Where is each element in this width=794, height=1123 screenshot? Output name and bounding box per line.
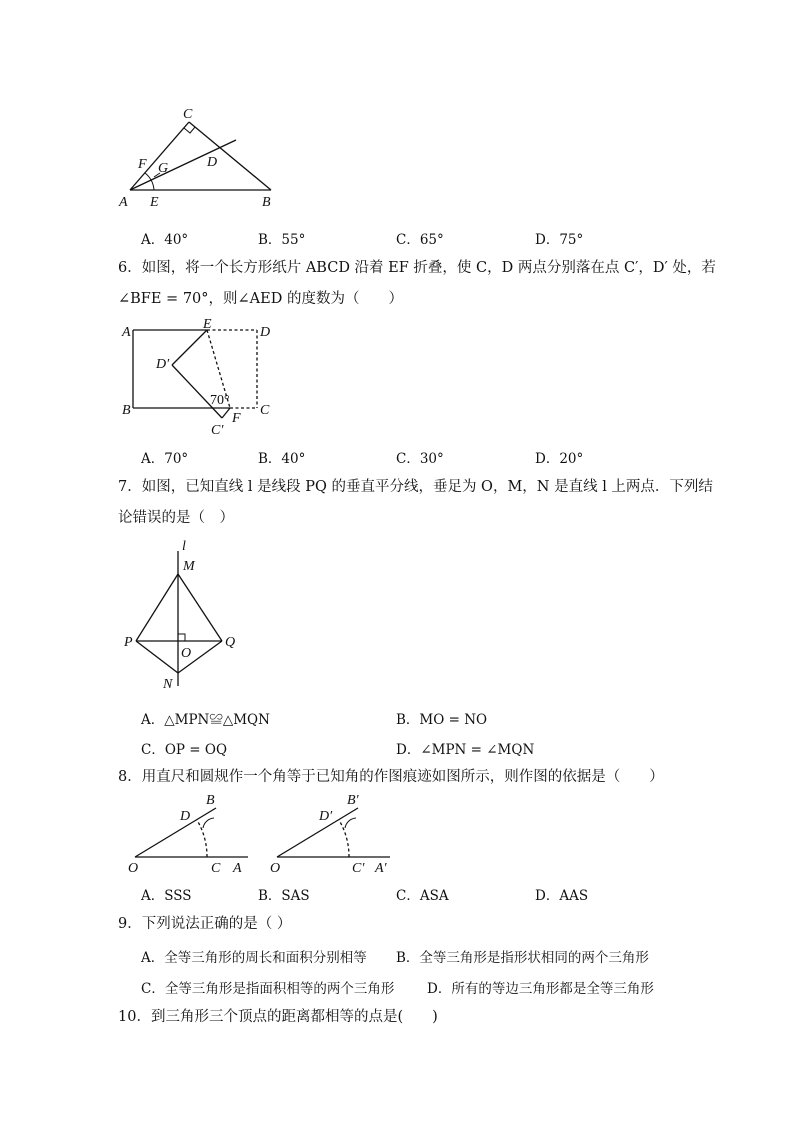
q8-left-label-a: A	[233, 861, 242, 876]
q8-figure-right	[262, 788, 407, 878]
q5-label-g: G	[158, 161, 169, 176]
q7-label-n: N	[163, 677, 173, 692]
q6-option-d: D．20°	[535, 451, 584, 467]
q7-option-a: A．△MPN≌△MQN	[141, 712, 270, 728]
q8-left-label-b: B	[206, 793, 215, 808]
q7-label-o: O	[181, 646, 192, 661]
q7-option-c: C．OP = OQ	[141, 742, 228, 758]
q6-label-b: B	[122, 403, 131, 418]
q9-option-b: B．全等三角形是指形状相同的两个三角形	[396, 950, 649, 966]
q8-question-line1: 8．用直尺和圆规作一个角等于已知角的作图痕迹如图所示，则作图的依据是（ ）	[118, 769, 664, 785]
q8-left-label-c: C	[211, 861, 221, 876]
q8-right-label-c-prime: C′	[352, 861, 365, 876]
q5-label-b: B	[262, 195, 271, 210]
q5-option-b: B．55°	[258, 232, 306, 248]
q6-option-c: C．30°	[396, 451, 444, 467]
q6-question-line1: 6．如图，将一个长方形纸片 ABCD 沿着 EF 折叠，使 C，D 两点分别落在点 C′，D′ 处，若	[118, 260, 716, 276]
q6-label-c-prime: C′	[211, 423, 224, 438]
q8-figure-left	[120, 788, 260, 878]
q5-label-c: C	[183, 107, 193, 122]
q8-left-label-o: O	[128, 861, 139, 876]
q7-question-line2: 论错误的是（ ）	[118, 510, 234, 526]
q8-left-label-d: D	[180, 809, 191, 824]
q7-option-d: D．∠MPN = ∠MQN	[396, 742, 535, 758]
q8-right-label-d-prime: D′	[319, 809, 333, 824]
q6-option-a: A．70°	[141, 451, 189, 467]
q8-right-label-a-prime: A′	[375, 861, 387, 876]
q10-question-line1: 10．到三角形三个顶点的距离都相等的点是( )	[118, 1009, 438, 1025]
q7-label-p: P	[124, 635, 133, 650]
q5-label-e: E	[150, 195, 159, 210]
q7-figure	[115, 536, 245, 694]
q8-option-b: B．SAS	[258, 888, 310, 904]
q5-option-a: A．40°	[141, 232, 189, 248]
q8-option-c: C．ASA	[396, 888, 449, 904]
q6-option-b: B．40°	[258, 451, 306, 467]
q6-label-e: E	[203, 317, 212, 332]
q7-label-m: M	[183, 559, 195, 574]
q5-label-a: A	[119, 195, 128, 210]
q8-right-label-b-prime: B′	[347, 793, 359, 808]
q5-figure	[110, 100, 290, 212]
q5-label-d: D	[207, 155, 218, 170]
q9-option-a: A．全等三角形的周长和面积分别相等	[141, 950, 367, 966]
q9-option-d: D．所有的等边三角形都是全等三角形	[427, 981, 654, 997]
q5-option-c: C．65°	[396, 232, 444, 248]
q6-label-f: F	[232, 411, 241, 426]
q7-option-b: B．MO = NO	[396, 712, 488, 728]
q8-option-a: A．SSS	[141, 888, 192, 904]
q6-label-d: D	[260, 325, 271, 340]
q7-label-q: Q	[225, 635, 236, 650]
q5-option-d: D．75°	[535, 232, 584, 248]
q7-question-line1: 7．如图，已知直线 l 是线段 PQ 的垂直平分线，垂足为 O，M，N 是直线 l 上两点．下列结	[118, 479, 713, 495]
q9-question-line1: 9．下列说法正确的是（ ）	[118, 916, 292, 932]
q7-label-l: l	[182, 539, 186, 554]
q9-option-c: C．全等三角形是指面积相等的两个三角形	[141, 981, 395, 997]
q6-figure	[110, 316, 290, 442]
q6-label-a: A	[122, 325, 131, 340]
q6-angle-label: 70°	[210, 393, 230, 408]
q8-right-label-o: O	[270, 861, 281, 876]
q6-label-d-prime: D′	[156, 357, 170, 372]
q8-option-d: D．AAS	[535, 888, 589, 904]
q6-question-line2: ∠BFE = 70°，则∠AED 的度数为（ ）	[118, 291, 403, 307]
q5-label-f: F	[138, 157, 147, 172]
q6-label-c: C	[260, 403, 270, 418]
